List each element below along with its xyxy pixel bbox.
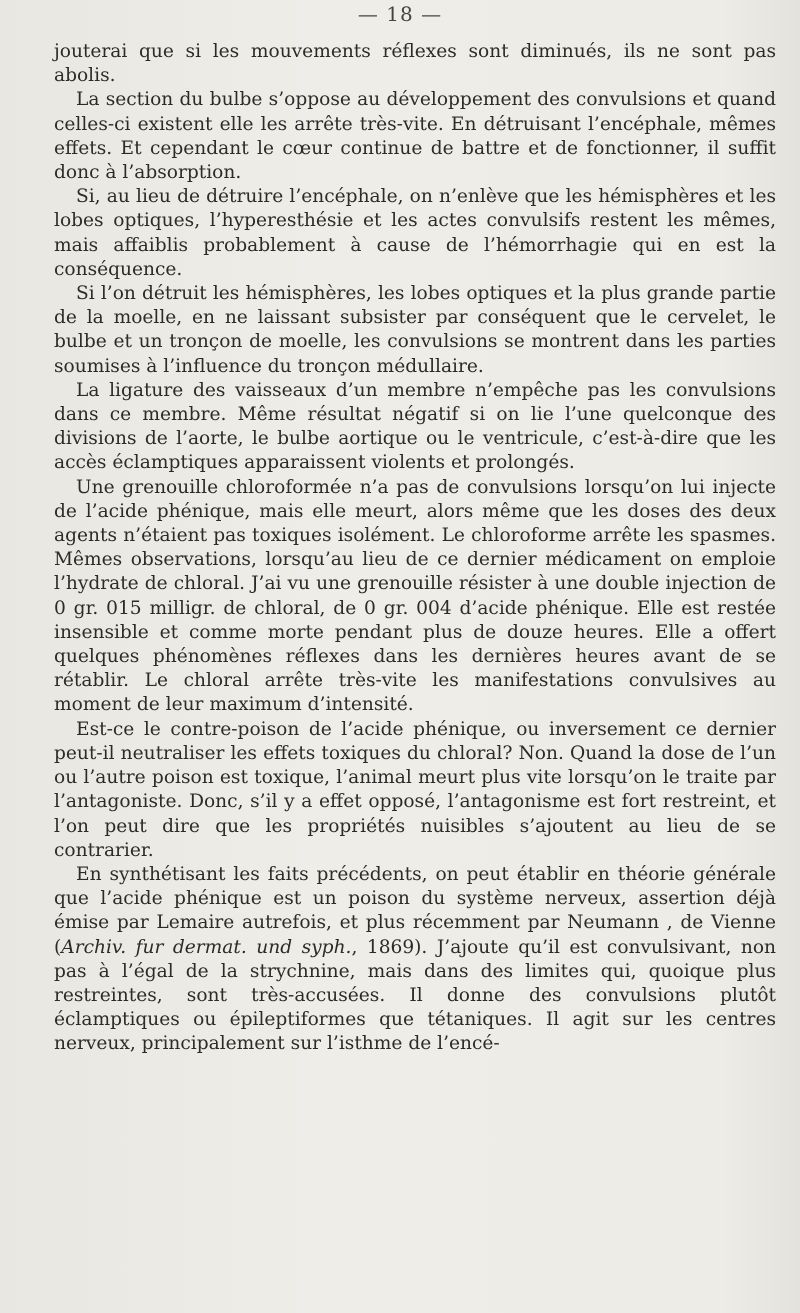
synthese-text-before: En synthétisant les faits précédents, on peut établir en théorie générale que l’acide phénique est un poison du système nerveux, assertion déjà émise par Lemaire autrefois, et plus récemment par Neumann , de Vienne ( [54,863,776,958]
paragraph-bulbe-section: La section du bulbe s’oppose au développement des convulsions et quand celles-ci existent elle les arrête très-vite. En détruisant l’encéphale, mêmes effets. Et cependant le cœur continue de battre et de fonctionner, il suffit donc à l’absorption. [54,89,776,184]
paragraph-moelle: Si l’on détruit les hémisphères, les lobes optiques et la plus grande partie de la moelle, en ne laissant subsister par conséquent que le cervelet, le bulbe et un tronçon de moelle, les convulsions se montrent dans les parties soumises à l’influence du tronçon médullaire. [54,283,776,377]
paragraph-chloroforme: Une grenouille chloroformée n’a pas de convulsions lorsqu’on lui injecte de l’acide phénique, mais elle meurt, alors même que les doses des deux agents n’étaient pas toxiques isolément. Le chloroforme arrête les spasmes. Mêmes observations, lorsqu’au lieu de ce dernier médicament on emploie l’hydrate de chloral. J’ai vu une grenouille résister à une double injection de 0 gr. 015 milligr. de chloral, de 0 gr. 004 d’acide phénique. Elle est restée insensible et comme morte pendant plus de douze heures. Elle a offert quelques phénomènes réflexes dans les dernières heures avant de se rétablir. Le chloral arrête très-vite les manifestations convulsives au moment de leur maximum d’intensité. [54,476,776,716]
paragraph-continuation: jouterai que si les mouvements réflexes sont diminués, ils ne sont pas abolis. [54,41,776,87]
citation-archiv: Archiv. fur dermat. und syph. [61,936,352,958]
paragraph-synthese [54,863,776,1057]
synthese-text-after: , 1869). J’ajoute qu’il est convulsivant, non pas à l’égal de la strychnine, mais dans des limites qui, quoique plus restreintes, sont très-accusées. Il donne des convulsions plutôt éclamptiques ou épileptiformes que tétaniques. Il agit sur les centres nerveux, principalement sur l’isthme de l’encé- [54,936,776,1055]
paragraph-contre-poison: Est-ce le contre-poison de l’acide phénique, ou inversement ce dernier peut-il neutraliser les effets toxiques du chloral? Non. Quand la dose de l’un ou l’autre poison est toxique, l’animal meurt plus vite lorsqu’on le traite par l’antagoniste. Donc, s’il y a effet opposé, l’antagonisme est fort restreint, et l’on peut dire que les propriétés nuisibles s’ajoutent au lieu de se contrarier. [54,718,776,861]
paragraph-hemispheres: Si, au lieu de détruire l’encéphale, on n’enlève que les hémisphères et les lobes optiques, l’hyperesthésie et les actes convulsifs restent les mêmes, mais affaiblis probablement à cause de l’hémorrhagie qui en est la conséquence. [54,186,776,280]
paragraph-ligature: La ligature des vaisseaux d’un membre n’empêche pas les convulsions dans ce membre. Même résultat négatif si on lie l’une quelconque des divisions de l’aorte, le bulbe aortique ou le ventricule, c’est-à-dire que les accès éclamptiques apparaissent violents et prolongés. [54,379,776,474]
page-number: — 18 — [357,2,443,26]
page-body [54,40,776,1057]
